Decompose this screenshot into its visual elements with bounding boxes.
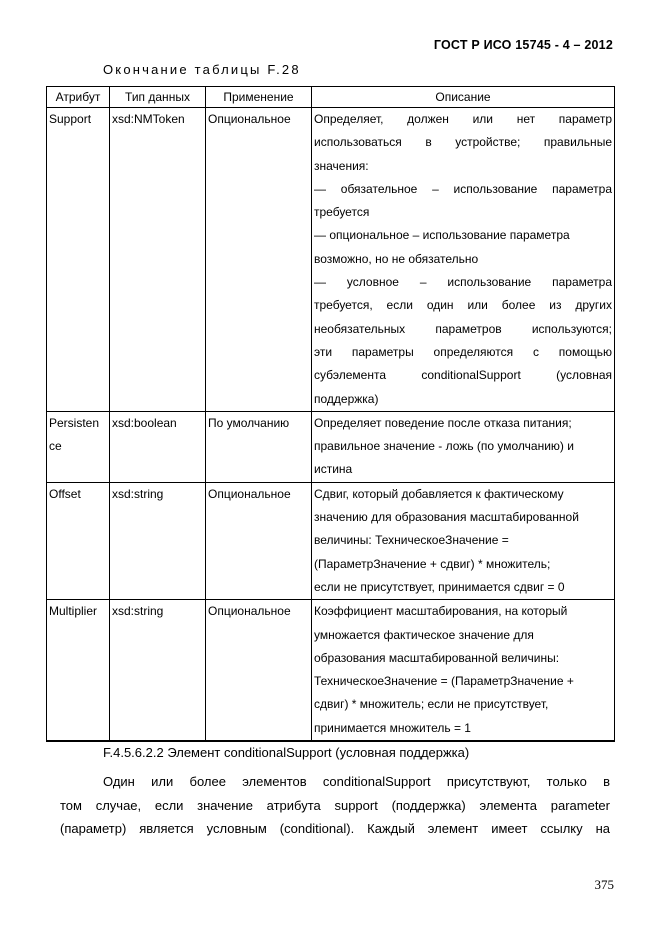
table-row (47, 108, 615, 412)
description-line: требуется, если один или более из других (314, 298, 612, 313)
description-line: сдвиг) * множитель; если не присутствует, (314, 697, 549, 712)
description-line: истина (314, 462, 353, 477)
table-row (47, 600, 615, 741)
description-line: если не присутствует, принимается сдвиг = 0 (314, 579, 565, 594)
column-header-description: Описание (312, 87, 615, 108)
cell-type (110, 482, 206, 599)
cell-type (110, 108, 206, 412)
cell-usage (206, 108, 312, 412)
cell-type (110, 411, 206, 482)
description-line: принимается множитель = 1 (314, 720, 471, 735)
description-line: — условное – использование параметра (314, 275, 612, 290)
type-text: xsd:string (112, 604, 164, 619)
table-row (47, 411, 615, 482)
usage-text: Опциональное (208, 112, 291, 126)
cell-usage (206, 482, 312, 599)
description-line: значению для образования масштабированной (314, 510, 579, 525)
type-text: xsd:NMToken (112, 112, 185, 126)
cell-attribute (47, 411, 110, 482)
cell-attribute (47, 108, 110, 412)
usage-text: Опциональное (208, 486, 291, 501)
attribute-text: ce (49, 438, 62, 453)
paragraph-line: Один или более элементов conditionalSupport присутствуют, только в (103, 774, 610, 789)
description-line: необязательных параметров используются; (314, 321, 612, 336)
description-line: Сдвиг, который добавляется к фактическому (314, 486, 564, 501)
description-line: правильное значение - ложь (по умолчанию) и (314, 439, 574, 454)
type-text: xsd:string (112, 486, 164, 501)
description-line: образования масштабированной величины: (314, 650, 560, 665)
description-line: ТехническоеЗначение = (ПараметрЗначение + (314, 674, 574, 689)
cell-attribute (47, 482, 110, 599)
section-heading: F.4.5.6.2.2 Элемент conditionalSupport (условная поддержка) (103, 745, 470, 760)
description-line: требуется (314, 205, 370, 220)
attribute-text: Multiplier (49, 604, 98, 619)
cell-description (312, 108, 615, 412)
description-line: использоваться в устройстве; правильные (314, 135, 612, 150)
description-line: Коэффициент масштабирования, на который (314, 604, 568, 619)
document-header: ГОСТ Р ИСО 15745 - 4 – 2012 (433, 38, 613, 52)
type-text: xsd:boolean (112, 415, 177, 430)
usage-text: Опциональное (208, 604, 291, 619)
cell-description (312, 482, 615, 599)
column-header-type: Тип данных (110, 87, 206, 108)
description-line: Определяет, должен или нет параметр (314, 112, 612, 126)
description-line: — опциональное – использование параметра (314, 228, 570, 243)
description-line: Определяет поведение после отказа питания; (314, 415, 572, 430)
usage-text: По умолчанию (208, 415, 290, 430)
cell-description (312, 411, 615, 482)
description-line: (ПараметрЗначение + сдвиг) * множитель; (314, 556, 551, 571)
description-line: субэлемента conditionalSupport (условная (314, 368, 612, 383)
paragraph-line: (параметр) является условным (conditional). Каждый элемент имеет ссылку на (60, 821, 610, 836)
column-header-usage: Применение (206, 87, 312, 108)
cell-attribute (47, 600, 110, 741)
attributes-table (46, 86, 615, 742)
cell-usage (206, 600, 312, 741)
description-line: возможно, но не обязательно (314, 251, 479, 266)
cell-type (110, 600, 206, 741)
column-header-attribute: Атрибут (47, 87, 110, 108)
description-line: поддержка) (314, 391, 379, 406)
description-line: величины: ТехническоеЗначение = (314, 533, 509, 548)
attribute-text: Persisten (49, 415, 100, 430)
attribute-text: Support (49, 112, 92, 126)
description-line: умножается фактическое значение для (314, 627, 534, 642)
description-line: эти параметры определяются с помощью (314, 344, 612, 359)
section-paragraph (60, 770, 610, 841)
page-number: 375 (594, 877, 614, 892)
table-caption: Окончание таблицы F.28 (103, 62, 301, 77)
paragraph-line: том случае, если значение атрибута support (поддержка) элемента parameter (60, 797, 610, 813)
attribute-text: Offset (49, 486, 81, 501)
cell-description (312, 600, 615, 741)
table-header-row (47, 87, 615, 108)
cell-usage (206, 411, 312, 482)
description-line: — обязательное – использование параметра (314, 181, 612, 196)
description-line: значения: (314, 158, 369, 173)
table-row (47, 482, 615, 599)
